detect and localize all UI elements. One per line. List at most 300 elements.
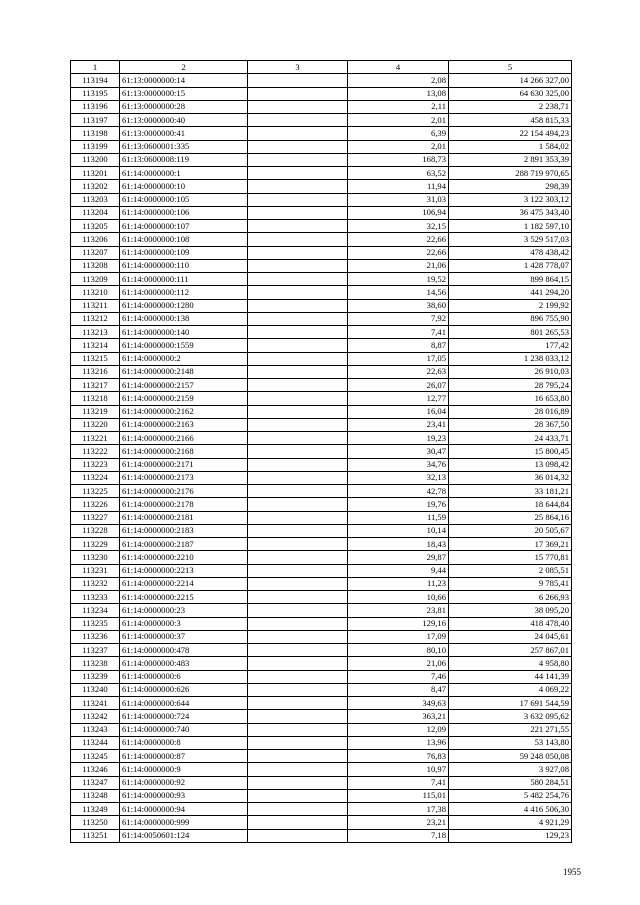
empty-cell (248, 193, 348, 206)
area-value-cell: 7,46 (348, 670, 449, 683)
cadastral-number-cell: 61:14:0000000:87 (120, 750, 248, 763)
cadastral-number-cell: 61:14:0000000:106 (120, 206, 248, 219)
table-row (71, 167, 572, 180)
amount-value-cell: 25 864,16 (449, 511, 572, 524)
cadastral-number-cell: 61:14:0000000:8 (120, 736, 248, 749)
cadastral-number-cell: 61:14:0000000:2214 (120, 577, 248, 590)
row-number-cell: 113243 (71, 723, 120, 736)
empty-cell (248, 100, 348, 113)
area-value-cell: 8,87 (348, 339, 449, 352)
row-number-cell: 113204 (71, 206, 120, 219)
amount-value-cell: 4 069,22 (449, 683, 572, 696)
table-row (71, 273, 572, 286)
amount-value-cell: 221 271,55 (449, 723, 572, 736)
table-row (71, 630, 572, 643)
cadastral-number-cell: 61:14:0000000:2159 (120, 392, 248, 405)
row-number-cell: 113212 (71, 312, 120, 325)
cadastral-number-cell: 61:14:0000000:2163 (120, 418, 248, 431)
amount-value-cell: 5 482 254,76 (449, 789, 572, 802)
empty-cell (248, 140, 348, 153)
table-header-row (71, 61, 572, 74)
area-value-cell: 14,56 (348, 286, 449, 299)
empty-cell (248, 750, 348, 763)
amount-value-cell: 14 266 327,00 (449, 74, 572, 87)
area-value-cell: 168,73 (348, 153, 449, 166)
area-value-cell: 19,76 (348, 498, 449, 511)
area-value-cell: 26,07 (348, 379, 449, 392)
table-row (71, 193, 572, 206)
amount-value-cell: 26 910,03 (449, 365, 572, 378)
amount-value-cell: 28 367,50 (449, 418, 572, 431)
area-value-cell: 10,97 (348, 763, 449, 776)
table-row (71, 803, 572, 816)
row-number-cell: 113207 (71, 246, 120, 259)
table-row (71, 511, 572, 524)
amount-value-cell: 418 478,40 (449, 617, 572, 630)
amount-value-cell: 15 770,81 (449, 551, 572, 564)
amount-value-cell: 53 143,80 (449, 736, 572, 749)
cadastral-number-cell: 61:14:0000000:483 (120, 657, 248, 670)
row-number-cell: 113202 (71, 180, 120, 193)
amount-value-cell: 16 653,80 (449, 392, 572, 405)
area-value-cell: 16,04 (348, 405, 449, 418)
table-row (71, 524, 572, 537)
table-row (71, 220, 572, 233)
area-value-cell: 21,06 (348, 657, 449, 670)
table-row (71, 644, 572, 657)
area-value-cell: 22,66 (348, 246, 449, 259)
empty-cell (248, 564, 348, 577)
table-row (71, 100, 572, 113)
row-number-cell: 113242 (71, 710, 120, 723)
table-row (71, 723, 572, 736)
area-value-cell: 76,83 (348, 750, 449, 763)
cadastral-number-cell: 61:14:0000000:2148 (120, 365, 248, 378)
empty-cell (248, 498, 348, 511)
area-value-cell: 22,63 (348, 365, 449, 378)
table-row (71, 604, 572, 617)
table-row (71, 458, 572, 471)
cadastral-number-cell: 61:14:0000000:626 (120, 683, 248, 696)
area-value-cell: 11,23 (348, 577, 449, 590)
row-number-cell: 113195 (71, 87, 120, 100)
empty-cell (248, 339, 348, 352)
area-value-cell: 2,08 (348, 74, 449, 87)
amount-value-cell: 17 369,21 (449, 538, 572, 551)
table-row (71, 750, 572, 763)
area-value-cell: 80,10 (348, 644, 449, 657)
table-row (71, 670, 572, 683)
row-number-cell: 113221 (71, 432, 120, 445)
area-value-cell: 30,47 (348, 445, 449, 458)
amount-value-cell: 28 016,89 (449, 405, 572, 418)
row-number-cell: 113200 (71, 153, 120, 166)
cadastral-number-cell: 61:14:0000000:1 (120, 167, 248, 180)
amount-value-cell: 18 644,84 (449, 498, 572, 511)
area-value-cell: 10,66 (348, 591, 449, 604)
amount-value-cell: 298,39 (449, 180, 572, 193)
table-row (71, 326, 572, 339)
cadastral-number-cell: 61:14:0000000:109 (120, 246, 248, 259)
table-row (71, 551, 572, 564)
cadastral-number-cell: 61:14:0000000:999 (120, 816, 248, 829)
empty-cell (248, 591, 348, 604)
cadastral-number-cell: 61:14:0000000:724 (120, 710, 248, 723)
column-header-1: 1 (71, 61, 120, 74)
table-row (71, 445, 572, 458)
area-value-cell: 129,16 (348, 617, 449, 630)
table-row (71, 710, 572, 723)
table-row (71, 683, 572, 696)
area-value-cell: 6,39 (348, 127, 449, 140)
table-row (71, 498, 572, 511)
empty-cell (248, 326, 348, 339)
empty-cell (248, 432, 348, 445)
table-row (71, 379, 572, 392)
row-number-cell: 113206 (71, 233, 120, 246)
empty-cell (248, 789, 348, 802)
cadastral-number-cell: 61:14:0000000:740 (120, 723, 248, 736)
table-row (71, 312, 572, 325)
empty-cell (248, 259, 348, 272)
area-value-cell: 2,01 (348, 140, 449, 153)
empty-cell (248, 379, 348, 392)
table-row (71, 299, 572, 312)
cadastral-number-cell: 61:14:0000000:2157 (120, 379, 248, 392)
cadastral-number-cell: 61:14:0000000:110 (120, 259, 248, 272)
row-number-cell: 113223 (71, 458, 120, 471)
data-table (70, 60, 572, 843)
table-row (71, 180, 572, 193)
row-number-cell: 113226 (71, 498, 120, 511)
row-number-cell: 113225 (71, 485, 120, 498)
table-row (71, 789, 572, 802)
area-value-cell: 18,43 (348, 538, 449, 551)
empty-cell (248, 577, 348, 590)
cadastral-number-cell: 61:14:0000000:3 (120, 617, 248, 630)
amount-value-cell: 33 181,21 (449, 485, 572, 498)
empty-cell (248, 485, 348, 498)
empty-cell (248, 153, 348, 166)
row-number-cell: 113203 (71, 193, 120, 206)
amount-value-cell: 441 294,20 (449, 286, 572, 299)
cadastral-number-cell: 61:14:0000000:2176 (120, 485, 248, 498)
area-value-cell: 7,92 (348, 312, 449, 325)
amount-value-cell: 896 755,90 (449, 312, 572, 325)
cadastral-number-cell: 61:14:0000000:2171 (120, 458, 248, 471)
row-number-cell: 113211 (71, 299, 120, 312)
empty-cell (248, 710, 348, 723)
amount-value-cell: 28 795,24 (449, 379, 572, 392)
empty-cell (248, 657, 348, 670)
cadastral-number-cell: 61:14:0000000:1280 (120, 299, 248, 312)
table-row (71, 736, 572, 749)
cadastral-number-cell: 61:14:0000000:644 (120, 697, 248, 710)
amount-value-cell: 15 800,45 (449, 445, 572, 458)
data-table-container (70, 60, 571, 843)
cadastral-number-cell: 61:13:0000000:40 (120, 114, 248, 127)
area-value-cell: 17,38 (348, 803, 449, 816)
area-value-cell: 106,94 (348, 206, 449, 219)
empty-cell (248, 365, 348, 378)
cadastral-number-cell: 61:14:0000000:93 (120, 789, 248, 802)
table-body (71, 74, 572, 843)
cadastral-number-cell: 61:14:0000000:10 (120, 180, 248, 193)
empty-cell (248, 392, 348, 405)
cadastral-number-cell: 61:14:0000000:478 (120, 644, 248, 657)
cadastral-number-cell: 61:14:0000000:2166 (120, 432, 248, 445)
empty-cell (248, 233, 348, 246)
row-number-cell: 113251 (71, 829, 120, 842)
area-value-cell: 38,60 (348, 299, 449, 312)
area-value-cell: 349,63 (348, 697, 449, 710)
amount-value-cell: 24 045,61 (449, 630, 572, 643)
amount-value-cell: 22 154 494,23 (449, 127, 572, 140)
amount-value-cell: 36 475 343,40 (449, 206, 572, 219)
area-value-cell: 2,11 (348, 100, 449, 113)
row-number-cell: 113235 (71, 617, 120, 630)
empty-cell (248, 723, 348, 736)
empty-cell (248, 511, 348, 524)
cadastral-number-cell: 61:14:0000000:9 (120, 763, 248, 776)
table-row (71, 538, 572, 551)
amount-value-cell: 288 719 970,65 (449, 167, 572, 180)
table-row (71, 153, 572, 166)
table-row (71, 206, 572, 219)
empty-cell (248, 697, 348, 710)
row-number-cell: 113209 (71, 273, 120, 286)
area-value-cell: 17,09 (348, 630, 449, 643)
cadastral-number-cell: 61:14:0000000:138 (120, 312, 248, 325)
cadastral-number-cell: 61:14:0000000:2187 (120, 538, 248, 551)
row-number-cell: 113214 (71, 339, 120, 352)
empty-cell (248, 471, 348, 484)
area-value-cell: 2,01 (348, 114, 449, 127)
empty-cell (248, 180, 348, 193)
row-number-cell: 113247 (71, 776, 120, 789)
amount-value-cell: 1 238 033,12 (449, 352, 572, 365)
empty-cell (248, 776, 348, 789)
table-row (71, 392, 572, 405)
empty-cell (248, 312, 348, 325)
row-number-cell: 113232 (71, 577, 120, 590)
cadastral-number-cell: 61:14:0000000:2162 (120, 405, 248, 418)
row-number-cell: 113224 (71, 471, 120, 484)
cadastral-number-cell: 61:13:0600001:335 (120, 140, 248, 153)
row-number-cell: 113216 (71, 365, 120, 378)
empty-cell (248, 352, 348, 365)
area-value-cell: 23,81 (348, 604, 449, 617)
area-value-cell: 8,47 (348, 683, 449, 696)
empty-cell (248, 630, 348, 643)
table-row (71, 591, 572, 604)
area-value-cell: 34,76 (348, 458, 449, 471)
area-value-cell: 363,21 (348, 710, 449, 723)
row-number-cell: 113217 (71, 379, 120, 392)
area-value-cell: 21,06 (348, 259, 449, 272)
empty-cell (248, 445, 348, 458)
area-value-cell: 23,21 (348, 816, 449, 829)
row-number-cell: 113250 (71, 816, 120, 829)
area-value-cell: 11,59 (348, 511, 449, 524)
cadastral-number-cell: 61:13:0000000:15 (120, 87, 248, 100)
row-number-cell: 113248 (71, 789, 120, 802)
table-row (71, 418, 572, 431)
amount-value-cell: 4 921,29 (449, 816, 572, 829)
row-number-cell: 113213 (71, 326, 120, 339)
column-header-2: 2 (120, 61, 248, 74)
area-value-cell: 19,23 (348, 432, 449, 445)
amount-value-cell: 2 238,71 (449, 100, 572, 113)
row-number-cell: 113210 (71, 286, 120, 299)
empty-cell (248, 220, 348, 233)
empty-cell (248, 816, 348, 829)
cadastral-number-cell: 61:14:0000000:2173 (120, 471, 248, 484)
page-number: 1955 (563, 867, 581, 877)
row-number-cell: 113244 (71, 736, 120, 749)
amount-value-cell: 3 529 517,03 (449, 233, 572, 246)
area-value-cell: 12,09 (348, 723, 449, 736)
amount-value-cell: 801 265,53 (449, 326, 572, 339)
cadastral-number-cell: 61:13:0000000:41 (120, 127, 248, 140)
row-number-cell: 113249 (71, 803, 120, 816)
table-row (71, 432, 572, 445)
area-value-cell: 32,15 (348, 220, 449, 233)
row-number-cell: 113199 (71, 140, 120, 153)
empty-cell (248, 206, 348, 219)
empty-cell (248, 286, 348, 299)
area-value-cell: 11,94 (348, 180, 449, 193)
amount-value-cell: 13 098,42 (449, 458, 572, 471)
empty-cell (248, 273, 348, 286)
row-number-cell: 113240 (71, 683, 120, 696)
empty-cell (248, 683, 348, 696)
cadastral-number-cell: 61:13:0000000:28 (120, 100, 248, 113)
empty-cell (248, 299, 348, 312)
table-row (71, 829, 572, 842)
empty-cell (248, 524, 348, 537)
empty-cell (248, 418, 348, 431)
row-number-cell: 113236 (71, 630, 120, 643)
table-row (71, 74, 572, 87)
empty-cell (248, 644, 348, 657)
amount-value-cell: 478 438,42 (449, 246, 572, 259)
amount-value-cell: 129,23 (449, 829, 572, 842)
amount-value-cell: 4 958,80 (449, 657, 572, 670)
table-row (71, 246, 572, 259)
row-number-cell: 113231 (71, 564, 120, 577)
cadastral-number-cell: 61:14:0000000:94 (120, 803, 248, 816)
table-row (71, 577, 572, 590)
area-value-cell: 31,03 (348, 193, 449, 206)
amount-value-cell: 4 416 506,30 (449, 803, 572, 816)
cadastral-number-cell: 61:14:0000000:92 (120, 776, 248, 789)
table-row (71, 405, 572, 418)
amount-value-cell: 38 095,20 (449, 604, 572, 617)
amount-value-cell: 59 248 050,08 (449, 750, 572, 763)
row-number-cell: 113198 (71, 127, 120, 140)
cadastral-number-cell: 61:14:0000000:2181 (120, 511, 248, 524)
cadastral-number-cell: 61:14:0000000:23 (120, 604, 248, 617)
amount-value-cell: 2 891 353,39 (449, 153, 572, 166)
area-value-cell: 42,78 (348, 485, 449, 498)
area-value-cell: 63,52 (348, 167, 449, 180)
cadastral-number-cell: 61:14:0000000:105 (120, 193, 248, 206)
table-row (71, 471, 572, 484)
cadastral-number-cell: 61:14:0000000:108 (120, 233, 248, 246)
cadastral-number-cell: 61:14:0000000:2215 (120, 591, 248, 604)
amount-value-cell: 44 141,39 (449, 670, 572, 683)
cadastral-number-cell: 61:14:0000000:2178 (120, 498, 248, 511)
table-row (71, 87, 572, 100)
table-row (71, 617, 572, 630)
cadastral-number-cell: 61:13:0000000:14 (120, 74, 248, 87)
table-row (71, 352, 572, 365)
area-value-cell: 115,01 (348, 789, 449, 802)
table-row (71, 140, 572, 153)
row-number-cell: 113215 (71, 352, 120, 365)
table-row (71, 763, 572, 776)
row-number-cell: 113230 (71, 551, 120, 564)
amount-value-cell: 24 433,71 (449, 432, 572, 445)
area-value-cell: 32,13 (348, 471, 449, 484)
cadastral-number-cell: 61:14:0000000:107 (120, 220, 248, 233)
amount-value-cell: 3 632 095,62 (449, 710, 572, 723)
cadastral-number-cell: 61:13:0600008:119 (120, 153, 248, 166)
area-value-cell: 13,96 (348, 736, 449, 749)
empty-cell (248, 829, 348, 842)
row-number-cell: 113201 (71, 167, 120, 180)
table-row (71, 816, 572, 829)
column-header-5: 5 (449, 61, 572, 74)
row-number-cell: 113219 (71, 405, 120, 418)
empty-cell (248, 127, 348, 140)
table-row (71, 114, 572, 127)
amount-value-cell: 899 864,15 (449, 273, 572, 286)
amount-value-cell: 2 085,51 (449, 564, 572, 577)
amount-value-cell: 3 927,08 (449, 763, 572, 776)
row-number-cell: 113208 (71, 259, 120, 272)
cadastral-number-cell: 61:14:0000000:2183 (120, 524, 248, 537)
area-value-cell: 12,77 (348, 392, 449, 405)
row-number-cell: 113222 (71, 445, 120, 458)
table-row (71, 485, 572, 498)
empty-cell (248, 736, 348, 749)
table-row (71, 259, 572, 272)
row-number-cell: 113220 (71, 418, 120, 431)
row-number-cell: 113228 (71, 524, 120, 537)
area-value-cell: 10,14 (348, 524, 449, 537)
row-number-cell: 113233 (71, 591, 120, 604)
amount-value-cell: 458 815,33 (449, 114, 572, 127)
empty-cell (248, 803, 348, 816)
empty-cell (248, 538, 348, 551)
table-row (71, 657, 572, 670)
amount-value-cell: 1 428 778,07 (449, 259, 572, 272)
area-value-cell: 22,66 (348, 233, 449, 246)
empty-cell (248, 74, 348, 87)
area-value-cell: 7,18 (348, 829, 449, 842)
empty-cell (248, 551, 348, 564)
table-row (71, 233, 572, 246)
empty-cell (248, 167, 348, 180)
row-number-cell: 113205 (71, 220, 120, 233)
amount-value-cell: 1 182 597,10 (449, 220, 572, 233)
cadastral-number-cell: 61:14:0000000:140 (120, 326, 248, 339)
empty-cell (248, 114, 348, 127)
area-value-cell: 13,08 (348, 87, 449, 100)
empty-cell (248, 458, 348, 471)
